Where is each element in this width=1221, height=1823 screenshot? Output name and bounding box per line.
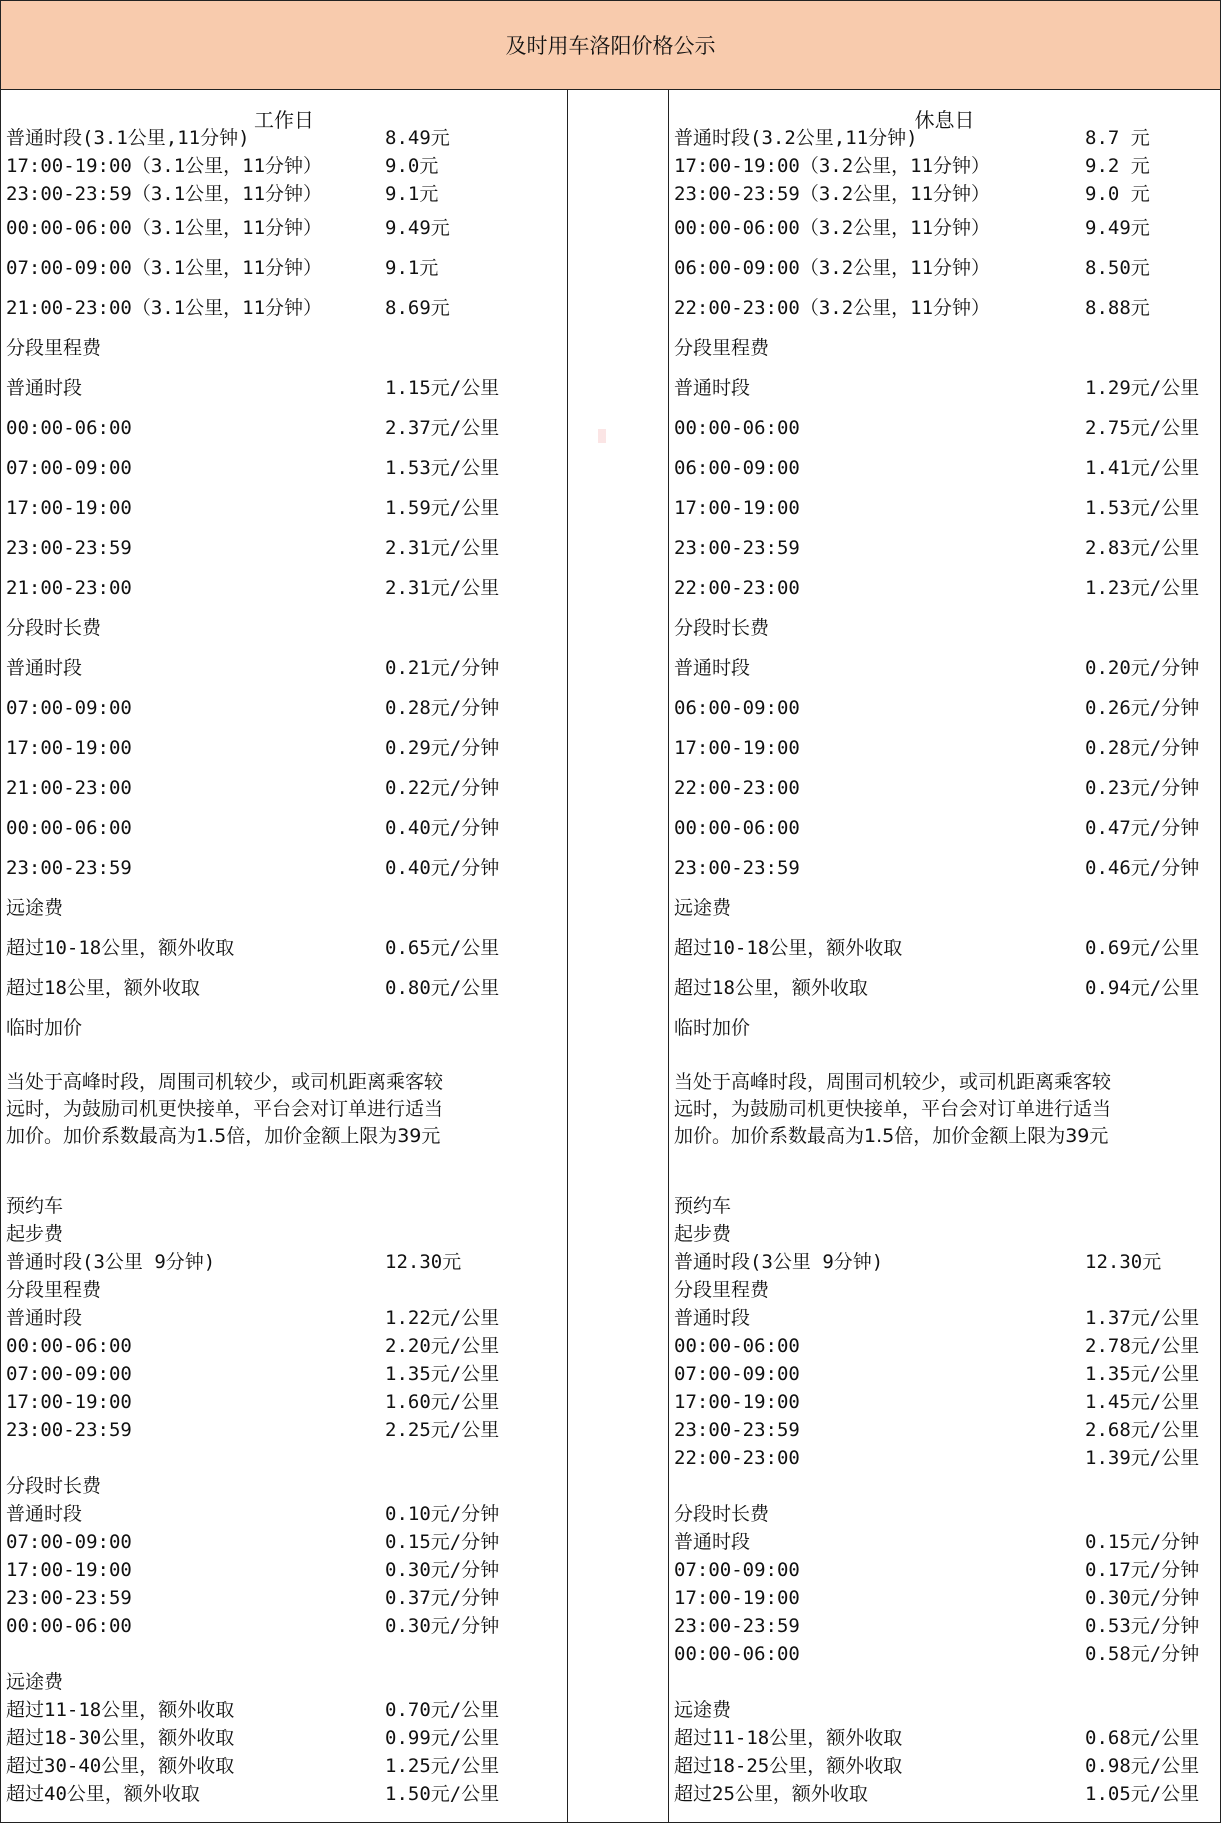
- holiday-price-row: [674, 775, 1216, 801]
- holiday-price-row: [674, 455, 1216, 481]
- row-label: 超过18公里，额外收取: [674, 977, 868, 999]
- workday-reserve-row: [6, 1529, 563, 1555]
- row-value: 1.23元/公里: [1085, 577, 1200, 599]
- row-label: 00:00-06:00（3.2公里，11分钟）: [674, 217, 991, 239]
- workday-price-row: [6, 975, 563, 1001]
- holiday-reserve-row: [674, 1221, 1216, 1247]
- surge-note-line: 远时，为鼓励司机更快接单，平台会对订单进行适当: [6, 1098, 444, 1120]
- row-label: 06:00-09:00: [674, 457, 800, 479]
- row-label: 17:00-19:00: [6, 737, 132, 759]
- row-label: 普通时段: [6, 1307, 83, 1329]
- row-value: 0.47元/分钟: [1085, 817, 1200, 839]
- row-value: 1.37元/公里: [1085, 1307, 1200, 1329]
- row-label: 17:00-19:00（3.2公里，11分钟）: [674, 155, 991, 177]
- holiday-price-row: [674, 735, 1216, 761]
- row-label: 普通时段: [6, 377, 83, 399]
- page-title: 及时用车洛阳价格公示: [1, 1, 1220, 90]
- row-value: 0.94元/公里: [1085, 977, 1200, 999]
- workday-price-row: [6, 375, 563, 401]
- holiday-reserve-row: [674, 1361, 1216, 1387]
- holiday-reserve-row: [674, 1305, 1216, 1331]
- row-label: 22:00-23:00: [674, 777, 800, 799]
- workday-reserve-row: [6, 1501, 563, 1527]
- row-label: 17:00-19:00: [674, 1587, 800, 1609]
- holiday-price-row: [674, 125, 1216, 151]
- surge-note-line: 加价。加价系数最高为1.5倍，加价金额上限为39元: [674, 1125, 1109, 1147]
- row-label: 00:00-06:00: [674, 817, 800, 839]
- holiday-reserve-row: [674, 1277, 1216, 1303]
- workday-reserve-row: [6, 1221, 563, 1247]
- row-value: 0.98元/公里: [1085, 1755, 1200, 1777]
- row-value: 2.25元/公里: [385, 1419, 500, 1441]
- row-value: 12.30元: [1085, 1251, 1162, 1273]
- holiday-price-row: [674, 815, 1216, 841]
- row-value: 0.37元/分钟: [385, 1587, 500, 1609]
- row-value: 8.50元: [1085, 257, 1150, 279]
- row-label: 07:00-09:00: [674, 1363, 800, 1385]
- holiday-price-row: [674, 935, 1216, 961]
- holiday-column: [669, 90, 1220, 1822]
- row-value: 1.53元/公里: [1085, 497, 1200, 519]
- row-value: 8.7 元: [1085, 127, 1150, 149]
- row-label: 分段时长费: [674, 617, 770, 639]
- workday-reserve-row: [6, 1613, 563, 1639]
- holiday-price-row: [674, 855, 1216, 881]
- row-label: 00:00-06:00: [6, 817, 132, 839]
- row-label: 21:00-23:00: [6, 777, 132, 799]
- row-label: 超过40公里，额外收取: [6, 1783, 200, 1805]
- workday-price-row: [6, 335, 563, 361]
- row-value: 0.22元/分钟: [385, 777, 500, 799]
- row-value: 2.37元/公里: [385, 417, 500, 439]
- holiday-price-row: [674, 335, 1216, 361]
- holiday-reserve-row: [674, 1445, 1216, 1471]
- row-value: 0.30元/分钟: [385, 1559, 500, 1581]
- holiday-price-row: [674, 615, 1216, 641]
- workday-reserve-row: [6, 1585, 563, 1611]
- row-value: 0.99元/公里: [385, 1727, 500, 1749]
- row-value: 9.2 元: [1085, 155, 1150, 177]
- holiday-reserve-row: [674, 1613, 1216, 1639]
- row-label: 远途费: [674, 1699, 732, 1721]
- row-label: 超过18-30公里，额外收取: [6, 1727, 235, 1749]
- row-value: 0.68元/公里: [1085, 1727, 1200, 1749]
- row-value: 0.28元/分钟: [1085, 737, 1200, 759]
- row-label: 00:00-06:00: [674, 417, 800, 439]
- holiday-reserve-row: [674, 1501, 1216, 1527]
- row-label: 超过18-25公里，额外收取: [674, 1755, 903, 1777]
- workday-reserve-row: [6, 1193, 563, 1219]
- row-value: 0.58元/分钟: [1085, 1643, 1200, 1665]
- holiday-reserve-row: [674, 1697, 1216, 1723]
- workday-price-row: [6, 775, 563, 801]
- workday-price-row: [6, 495, 563, 521]
- workday-reserve-row: [6, 1557, 563, 1583]
- row-label: 23:00-23:59: [6, 1587, 132, 1609]
- row-value: 2.75元/公里: [1085, 417, 1200, 439]
- row-label: 超过10-18公里，额外收取: [674, 937, 903, 959]
- row-label: 23:00-23:59: [6, 857, 132, 879]
- row-value: 2.20元/公里: [385, 1335, 500, 1357]
- row-label: 超过11-18公里，额外收取: [6, 1699, 235, 1721]
- row-label: 23:00-23:59: [674, 537, 800, 559]
- holiday-price-row: [674, 255, 1216, 281]
- row-label: 07:00-09:00: [6, 1531, 132, 1553]
- holiday-price-row: [674, 695, 1216, 721]
- row-value: 9.0 元: [1085, 183, 1150, 205]
- workday-price-row: [6, 535, 563, 561]
- row-value: 0.40元/分钟: [385, 817, 500, 839]
- row-value: 9.1元: [385, 183, 439, 205]
- row-value: 8.69元: [385, 297, 450, 319]
- row-value: 1.15元/公里: [385, 377, 500, 399]
- workday-reserve-row: [6, 1473, 563, 1499]
- surge-note-line: 当处于高峰时段，周围司机较少，或司机距离乘客较: [674, 1071, 1112, 1093]
- holiday-reserve-row: [674, 1529, 1216, 1555]
- holiday-surge-note: [674, 1069, 1194, 1150]
- holiday-price-row: [674, 495, 1216, 521]
- surge-note-line: 当处于高峰时段，周围司机较少，或司机距离乘客较: [6, 1071, 444, 1093]
- workday-price-row: [6, 735, 563, 761]
- row-value: 12.30元: [385, 1251, 462, 1273]
- row-value: 0.30元/分钟: [1085, 1587, 1200, 1609]
- row-label: 超过25公里，额外收取: [674, 1783, 868, 1805]
- row-value: 1.29元/公里: [1085, 377, 1200, 399]
- row-label: 23:00-23:59: [674, 1615, 800, 1637]
- holiday-reserve-row: [674, 1333, 1216, 1359]
- row-label: 17:00-19:00: [674, 1391, 800, 1413]
- row-value: 0.53元/分钟: [1085, 1615, 1200, 1637]
- row-label: 23:00-23:59（3.2公里，11分钟）: [674, 183, 991, 205]
- row-value: 9.1元: [385, 257, 439, 279]
- holiday-price-row: [674, 295, 1216, 321]
- workday-price-row: [6, 895, 563, 921]
- workday-reserve-row: [6, 1669, 563, 1695]
- workday-reserve-row: [6, 1305, 563, 1331]
- row-value: 0.20元/分钟: [1085, 657, 1200, 679]
- row-value: 0.40元/分钟: [385, 857, 500, 879]
- row-value: 1.25元/公里: [385, 1755, 500, 1777]
- row-label: 起步费: [6, 1223, 64, 1245]
- row-label: 23:00-23:59: [6, 1419, 132, 1441]
- holiday-reserve-row: [674, 1641, 1216, 1667]
- row-label: 17:00-19:00: [674, 497, 800, 519]
- row-label: 临时加价: [6, 1017, 83, 1039]
- row-value: 1.50元/公里: [385, 1783, 500, 1805]
- row-value: 9.49元: [1085, 217, 1150, 239]
- row-label: 预约车: [6, 1195, 64, 1217]
- row-value: 1.22元/公里: [385, 1307, 500, 1329]
- workday-price-row: [6, 295, 563, 321]
- row-value: 1.41元/公里: [1085, 457, 1200, 479]
- holiday-reserve-row: [674, 1585, 1216, 1611]
- row-label: 06:00-09:00（3.2公里，11分钟）: [674, 257, 991, 279]
- holiday-price-row: [674, 575, 1216, 601]
- workday-reserve-row: [6, 1389, 563, 1415]
- holiday-header: 休息日: [914, 108, 975, 132]
- workday-price-row: [6, 575, 563, 601]
- row-label: 17:00-19:00: [674, 737, 800, 759]
- row-label: 17:00-19:00: [6, 497, 132, 519]
- row-value: 0.80元/公里: [385, 977, 500, 999]
- holiday-price-row: [674, 1015, 1216, 1041]
- row-value: 0.15元/分钟: [385, 1531, 500, 1553]
- workday-reserve-row: [6, 1697, 563, 1723]
- row-label: 21:00-23:00（3.1公里，11分钟）: [6, 297, 323, 319]
- row-label: 普通时段: [674, 657, 751, 679]
- row-value: 0.46元/分钟: [1085, 857, 1200, 879]
- row-value: 1.60元/公里: [385, 1391, 500, 1413]
- workday-price-row: [6, 1015, 563, 1041]
- row-value: 2.78元/公里: [1085, 1335, 1200, 1357]
- row-label: 分段时长费: [6, 1475, 102, 1497]
- workday-price-row: [6, 181, 563, 207]
- row-value: 0.28元/分钟: [385, 697, 500, 719]
- workday-reserve-row: [6, 1249, 563, 1275]
- row-value: 0.15元/分钟: [1085, 1531, 1200, 1553]
- row-label: 17:00-19:00（3.1公里，11分钟）: [6, 155, 323, 177]
- surge-note-line: 加价。加价系数最高为1.5倍，加价金额上限为39元: [6, 1125, 441, 1147]
- workday-surge-note: [6, 1069, 526, 1150]
- row-value: 0.23元/分钟: [1085, 777, 1200, 799]
- row-label: 07:00-09:00: [6, 697, 132, 719]
- holiday-reserve-row: [674, 1725, 1216, 1751]
- row-label: 超过30-40公里，额外收取: [6, 1755, 235, 1777]
- row-label: 22:00-23:00（3.2公里，11分钟）: [674, 297, 991, 319]
- row-label: 06:00-09:00: [674, 697, 800, 719]
- workday-price-row: [6, 935, 563, 961]
- row-label: 17:00-19:00: [6, 1391, 132, 1413]
- row-label: 普通时段(3公里 9分钟): [6, 1251, 216, 1273]
- row-label: 22:00-23:00: [674, 1447, 800, 1469]
- row-label: 07:00-09:00: [6, 1363, 132, 1385]
- row-value: 1.39元/公里: [1085, 1447, 1200, 1469]
- row-value: 0.26元/分钟: [1085, 697, 1200, 719]
- row-label: 起步费: [674, 1223, 732, 1245]
- row-value: 0.70元/公里: [385, 1699, 500, 1721]
- workday-price-row: [6, 855, 563, 881]
- row-value: 1.35元/公里: [385, 1363, 500, 1385]
- holiday-reserve-row: [674, 1781, 1216, 1807]
- row-label: 07:00-09:00: [6, 457, 132, 479]
- workday-price-row: [6, 455, 563, 481]
- workday-reserve-row: [6, 1361, 563, 1387]
- holiday-reserve-row: [674, 1753, 1216, 1779]
- row-label: 07:00-09:00: [674, 1559, 800, 1581]
- row-label: 预约车: [674, 1195, 732, 1217]
- row-label: 普通时段(3.2公里,11分钟): [674, 127, 918, 149]
- row-label: 23:00-23:59（3.1公里，11分钟）: [6, 183, 323, 205]
- row-value: 0.21元/分钟: [385, 657, 500, 679]
- row-value: 2.83元/公里: [1085, 537, 1200, 559]
- row-label: 23:00-23:59: [674, 857, 800, 879]
- row-label: 17:00-19:00: [6, 1559, 132, 1581]
- workday-price-row: [6, 153, 563, 179]
- row-label: 临时加价: [674, 1017, 751, 1039]
- row-label: 00:00-06:00: [674, 1335, 800, 1357]
- holiday-reserve-row: [674, 1193, 1216, 1219]
- row-label: 23:00-23:59: [674, 1419, 800, 1441]
- workday-reserve-row: [6, 1753, 563, 1779]
- workday-column: [1, 90, 568, 1822]
- holiday-reserve-row: [674, 1417, 1216, 1443]
- holiday-price-row: [674, 655, 1216, 681]
- workday-reserve-row: [6, 1277, 563, 1303]
- workday-reserve-row: [6, 1725, 563, 1751]
- row-label: 23:00-23:59: [6, 537, 132, 559]
- row-value: 0.29元/分钟: [385, 737, 500, 759]
- holiday-price-row: [674, 181, 1216, 207]
- workday-price-row: [6, 125, 563, 151]
- workday-price-row: [6, 815, 563, 841]
- row-value: 0.10元/分钟: [385, 1503, 500, 1525]
- row-label: 远途费: [674, 897, 732, 919]
- row-label: 分段时长费: [6, 617, 102, 639]
- holiday-price-row: [674, 535, 1216, 561]
- row-label: 分段里程费: [6, 1279, 102, 1301]
- row-label: 分段里程费: [674, 337, 770, 359]
- row-label: 00:00-06:00: [6, 1335, 132, 1357]
- row-value: 1.35元/公里: [1085, 1363, 1200, 1385]
- row-label: 分段里程费: [674, 1279, 770, 1301]
- row-value: 0.30元/分钟: [385, 1615, 500, 1637]
- row-label: 普通时段: [674, 1531, 751, 1553]
- holiday-price-row: [674, 375, 1216, 401]
- surge-note-line: 远时，为鼓励司机更快接单，平台会对订单进行适当: [674, 1098, 1112, 1120]
- holiday-reserve-row: [674, 1249, 1216, 1275]
- row-label: 普通时段: [674, 377, 751, 399]
- row-label: 分段时长费: [674, 1503, 770, 1525]
- row-value: 9.0元: [385, 155, 439, 177]
- row-label: 普通时段(3.1公里,11分钟): [6, 127, 250, 149]
- row-label: 远途费: [6, 1671, 64, 1693]
- row-value: 2.68元/公里: [1085, 1419, 1200, 1441]
- holiday-price-row: [674, 975, 1216, 1001]
- workday-reserve-row: [6, 1417, 563, 1443]
- row-label: 超过11-18公里，额外收取: [674, 1727, 903, 1749]
- row-label: 普通时段: [6, 1503, 83, 1525]
- workday-price-row: [6, 695, 563, 721]
- holiday-price-row: [674, 415, 1216, 441]
- workday-price-row: [6, 255, 563, 281]
- row-value: 0.65元/公里: [385, 937, 500, 959]
- workday-reserve-row: [6, 1333, 563, 1359]
- row-value: 0.69元/公里: [1085, 937, 1200, 959]
- row-value: 8.88元: [1085, 297, 1150, 319]
- row-label: 07:00-09:00（3.1公里，11分钟）: [6, 257, 323, 279]
- row-value: 2.31元/公里: [385, 577, 500, 599]
- row-value: 9.49元: [385, 217, 450, 239]
- workday-price-row: [6, 215, 563, 241]
- row-label: 00:00-06:00: [6, 417, 132, 439]
- holiday-price-row: [674, 215, 1216, 241]
- workday-header: 工作日: [254, 108, 314, 132]
- workday-price-row: [6, 415, 563, 441]
- stray-mark: [598, 429, 606, 443]
- spacer-column: [568, 90, 669, 1822]
- row-value: 2.31元/公里: [385, 537, 500, 559]
- row-label: 普通时段: [674, 1307, 751, 1329]
- row-label: 超过10-18公里，额外收取: [6, 937, 235, 959]
- row-label: 远途费: [6, 897, 64, 919]
- workday-reserve-row: [6, 1781, 563, 1807]
- row-value: 8.49元: [385, 127, 450, 149]
- holiday-reserve-row: [674, 1389, 1216, 1415]
- row-label: 22:00-23:00: [674, 577, 800, 599]
- row-label: 00:00-06:00（3.1公里，11分钟）: [6, 217, 323, 239]
- row-label: 21:00-23:00: [6, 577, 132, 599]
- row-value: 1.05元/公里: [1085, 1783, 1200, 1805]
- holiday-price-row: [674, 895, 1216, 921]
- row-value: 1.53元/公里: [385, 457, 500, 479]
- row-value: 1.59元/公里: [385, 497, 500, 519]
- row-label: 超过18公里，额外收取: [6, 977, 200, 999]
- row-label: 普通时段(3公里 9分钟): [674, 1251, 884, 1273]
- row-label: 分段里程费: [6, 337, 102, 359]
- row-label: 00:00-06:00: [6, 1615, 132, 1637]
- holiday-price-row: [674, 153, 1216, 179]
- workday-price-row: [6, 655, 563, 681]
- row-value: 0.17元/分钟: [1085, 1559, 1200, 1581]
- row-label: 00:00-06:00: [674, 1643, 800, 1665]
- workday-price-row: [6, 615, 563, 641]
- row-value: 1.45元/公里: [1085, 1391, 1200, 1413]
- row-label: 普通时段: [6, 657, 83, 679]
- holiday-reserve-row: [674, 1557, 1216, 1583]
